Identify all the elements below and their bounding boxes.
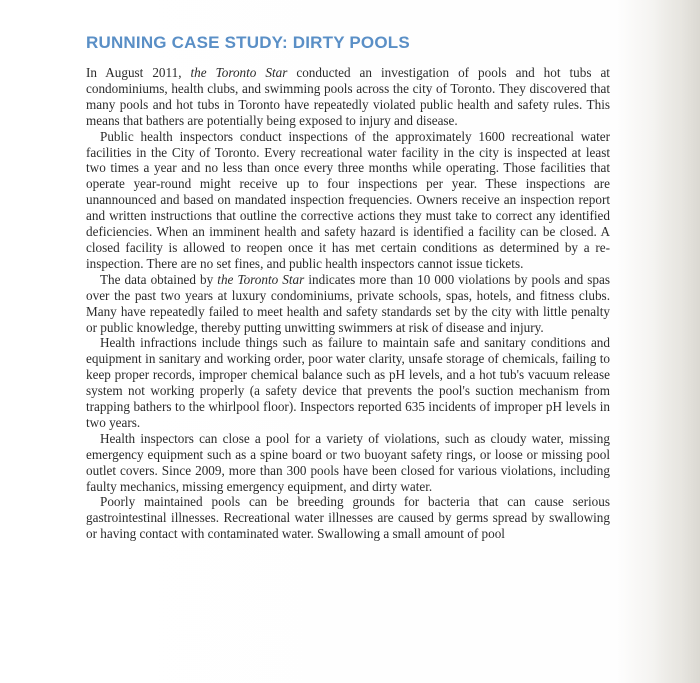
case-study-heading: RUNNING CASE STUDY: DIRTY POOLS <box>86 33 410 52</box>
page-edge-shadow <box>654 0 700 683</box>
paragraph-6-text: Poorly maintained pools can be breeding grounds for bacteria that can cause serious gastrointestinal illnesses. Recreational water illnesses are caused by germs spread by swallowing or having contact with contaminated water. Swallowing a small amount of pool <box>86 494 610 542</box>
paragraph-3 <box>86 272 610 336</box>
paragraph-6 <box>86 494 610 542</box>
case-study-body <box>86 65 610 542</box>
paragraph-3-text-start: The data obtained by <box>100 271 218 287</box>
paragraph-1 <box>86 65 610 129</box>
paragraph-5 <box>86 431 610 495</box>
paragraph-4 <box>86 335 610 430</box>
paragraph-5-text: Health inspectors can close a pool for a variety of violations, such as cloudy water, missing emergency equipment such as a spine board or two buoyant safety rings, or loose or missing pool outlet covers. Since 2009, more than 300 pools have been closed for various violations, including faulty mechanics, missing emergency equipment, and dirty water. <box>86 430 610 494</box>
paragraph-4-text: Health infractions include things such as failure to maintain safe and sanitary conditions and equipment in sanitary and working order, poor water clarity, unsafe storage of chemicals, failing to keep proper records, improper chemical balance such as pH levels, and a hot tub's vacuum release system not working properly (a safety device that prevents the pool's suction mechanism from trapping bathers to the whirlpool floor). Inspectors reported 635 incidents of improper pH levels in two years. <box>86 335 610 430</box>
paragraph-1-italic-source: the Toronto Star <box>190 65 288 80</box>
paragraph-1-text-start: In August 2011, <box>86 65 191 80</box>
paragraph-1-text-end: conducted an investigation of pools and hot tubs at condominiums, health clubs, and swimming pools across the city of Toronto. They discovered that many pools and hot tubs in Toronto have repeatedly violated public health and safety rules. This means that bathers are potentially being exposed to injury and disease. <box>86 65 610 128</box>
paragraph-3-text-end: indicates more than 10 000 violations by pools and spas over the past two years at luxury condominiums, private schools, spas, hotels, and fitness clubs. Many have repeatedly failed to meet health and safety standards set by the city with little penalty or public knowledge, thereby putting unwitting swimmers at risk of disease and injury. <box>86 271 610 335</box>
paragraph-2 <box>86 129 610 272</box>
paragraph-2-text: Public health inspectors conduct inspections of the approximately 1600 recreational water facilities in the City of Toronto. Every recreational water facility in the city is inspected at least two times a year and no less than once every three months while operating. Those facilities that operate year-round might receive up to four inspections per year. These inspections are unannounced and based on mandated inspection frequencies. Owners receive an inspection report and written instructions that outline the corrective actions they must take to correct any identified deficiencies. When an imminent health and safety hazard is identified a facility can be closed. A closed facility is allowed to reopen once it has met certain conditions as determined by a re-inspection. There are no set fines, and public health inspectors cannot issue tickets. <box>86 128 610 271</box>
paragraph-3-italic-source: the Toronto Star <box>217 271 305 287</box>
